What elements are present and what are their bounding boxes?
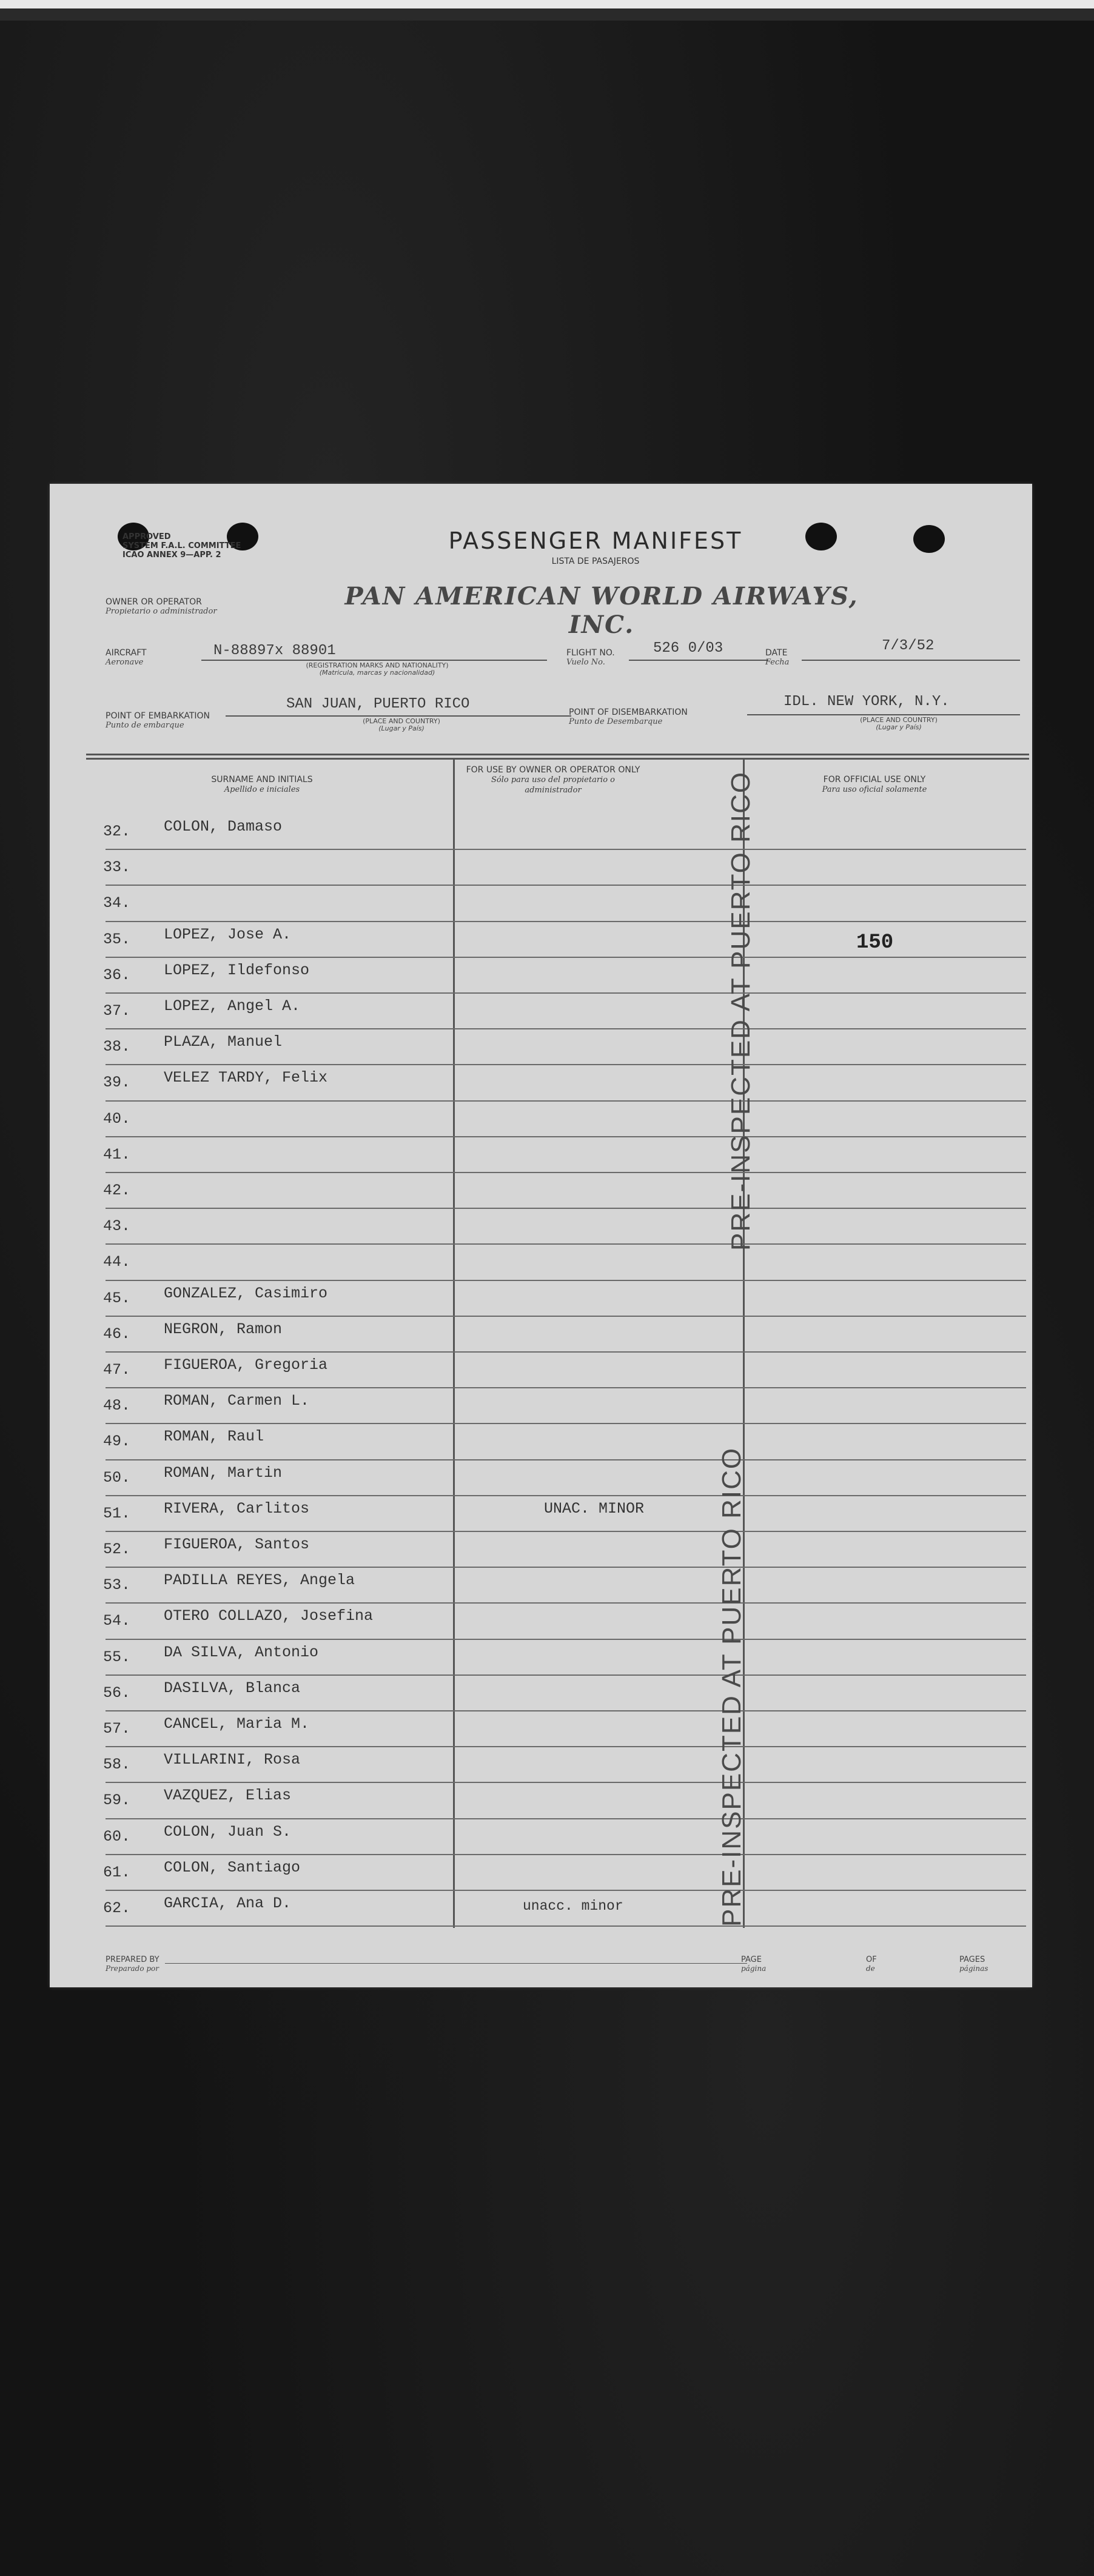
row-number: 42.: [103, 1182, 131, 1199]
passenger-name: ROMAN, Martin: [164, 1464, 283, 1482]
row-rule: [106, 1316, 1026, 1317]
row-rule: [106, 1710, 1026, 1711]
row-number: 51.: [103, 1504, 131, 1522]
row-rule: [106, 1423, 1026, 1424]
row-number: 53.: [103, 1576, 131, 1594]
passenger-name: CANCEL, Maria M.: [164, 1715, 310, 1733]
bottom-note: unacc. minor: [523, 1898, 623, 1914]
date-value: 7/3/52: [882, 638, 935, 654]
passenger-name: COLON, Santiago: [164, 1858, 301, 1876]
col-header-surname: SURNAME AND INITIALS Apellido e iniciales: [211, 775, 313, 794]
punch-hole-icon: [913, 525, 945, 553]
aircraft-value: N-88897x 88901: [213, 643, 336, 659]
row-number: 35.: [103, 930, 131, 948]
header-rule-top: [86, 754, 1029, 755]
row-rule: [106, 1746, 1026, 1747]
row-rule: [106, 1208, 1026, 1209]
punch-hole-icon: [805, 523, 837, 550]
row-rule: [106, 1351, 1026, 1353]
column-divider-1: [453, 758, 455, 1928]
approved-label: APPROVED: [122, 532, 171, 541]
passenger-name: VELEZ TARDY, Felix: [164, 1069, 328, 1087]
passenger-name: VAZQUEZ, Elias: [164, 1787, 292, 1805]
row-rule: [106, 1459, 1026, 1460]
approval-block: [122, 532, 241, 560]
owner-label: OWNER OR OPERATOR Propietario o administrador: [106, 597, 217, 616]
row-rule: [106, 1172, 1026, 1173]
prepared-by-label: PREPARED BY Preparado por: [106, 1955, 159, 1973]
disembarkation-underline: [747, 714, 1020, 715]
embarkation-underline: [226, 715, 571, 717]
official-number: 150: [856, 931, 894, 954]
passenger-name: GARCIA, Ana D.: [164, 1895, 292, 1912]
embarkation-label: POINT OF EMBARKATION Punto de embarque: [106, 711, 210, 730]
passenger-name: GONZALEZ, Casimiro: [164, 1284, 328, 1302]
date-label: DATE Fecha: [765, 648, 790, 667]
passenger-name: LOPEZ, Angel A.: [164, 997, 301, 1015]
row-rule: [106, 1567, 1026, 1568]
passenger-name: PLAZA, Manuel: [164, 1033, 283, 1051]
row-rule: [106, 1818, 1026, 1819]
row-rule: [106, 1243, 1026, 1245]
owner-note: UNAC. MINOR: [544, 1499, 645, 1517]
row-number: 57.: [103, 1720, 131, 1738]
flight-underline: [629, 660, 768, 661]
passenger-name: NEGRON, Ramon: [164, 1320, 283, 1338]
row-number: 47.: [103, 1361, 131, 1379]
row-number: 52.: [103, 1541, 131, 1558]
row-number: 38.: [103, 1038, 131, 1056]
row-rule: [106, 1925, 1026, 1927]
flight-label: FLIGHT NO. Vuelo No.: [566, 648, 615, 667]
row-number: 40.: [103, 1109, 131, 1128]
row-number: 60.: [103, 1827, 131, 1845]
row-rule: [106, 1387, 1026, 1388]
page-label: PAGE página: [741, 1955, 767, 1973]
disembarkation-value: IDL. NEW YORK, N.Y.: [784, 694, 950, 710]
committee-label: SYSTEM F.A.L. COMMITTEE: [122, 541, 241, 550]
row-rule: [106, 1100, 1026, 1102]
row-rule: [106, 1674, 1026, 1676]
preinspected-stamp: PRE-INSPECTED AT PUERTO RICO: [726, 771, 756, 1251]
disembarkation-place-caption: (PLACE AND COUNTRY) (Lugar y País): [860, 716, 938, 731]
passenger-name: LOPEZ, Jose A.: [164, 925, 292, 943]
col-header-official: FOR OFFICIAL USE ONLY Para uso oficial solamente: [822, 775, 927, 794]
prepared-underline: [165, 1963, 747, 1964]
passenger-name: DASILVA, Blanca: [164, 1679, 301, 1697]
row-number: 61.: [103, 1863, 131, 1881]
row-rule: [106, 992, 1026, 994]
company-name: PAN AMERICAN WORLD AIRWAYS, INC.: [344, 582, 859, 639]
row-rule: [106, 1782, 1026, 1783]
row-rule: [106, 1639, 1026, 1640]
pages-label: PAGES páginas: [959, 1955, 988, 1973]
aircraft-underline: [201, 660, 547, 661]
row-number: 45.: [103, 1289, 131, 1307]
row-number: 58.: [103, 1756, 131, 1774]
row-number: 41.: [103, 1145, 131, 1163]
film-edge: [0, 0, 1094, 21]
row-number: 55.: [103, 1648, 131, 1666]
row-number: 54.: [103, 1612, 131, 1630]
embarkation-value: SAN JUAN, PUERTO RICO: [286, 696, 470, 712]
row-number: 33.: [103, 858, 131, 877]
passenger-name: OTERO COLLAZO, Josefina: [164, 1607, 374, 1625]
row-number: 62.: [103, 1899, 131, 1917]
registration-caption: (REGISTRATION MARKS AND NATIONALITY) (Matricula, marcas y nacionalidad): [306, 661, 449, 677]
row-rule: [106, 1854, 1026, 1855]
page-title: PASSENGER MANIFEST: [448, 527, 743, 554]
row-rule: [106, 1495, 1026, 1496]
disembarkation-label: POINT OF DISEMBARKATION Punto de Desembarque: [569, 708, 688, 726]
row-rule: [106, 885, 1026, 886]
passenger-name: RIVERA, Carlitos: [164, 1499, 310, 1517]
row-rule: [106, 957, 1026, 958]
row-rule: [106, 1136, 1026, 1137]
passenger-name: VILLARINI, Rosa: [164, 1751, 301, 1769]
row-number: 44.: [103, 1253, 131, 1271]
passenger-name: ROMAN, Carmen L.: [164, 1392, 310, 1410]
passenger-name: DA SILVA, Antonio: [164, 1643, 319, 1661]
of-label: OF de: [866, 1955, 877, 1973]
icao-label: ICAO ANNEX 9—APP. 2: [122, 550, 221, 560]
passenger-name: COLON, Damaso: [164, 818, 283, 835]
page-subtitle: LISTA DE PASAJEROS: [551, 557, 640, 566]
row-number: 49.: [103, 1433, 131, 1451]
row-number: 39.: [103, 1074, 131, 1092]
row-number: 36.: [103, 966, 131, 984]
row-rule: [106, 1890, 1026, 1891]
row-number: 32.: [103, 823, 131, 840]
row-number: 50.: [103, 1468, 131, 1487]
row-rule: [106, 921, 1026, 922]
passenger-name: PADILLA REYES, Angela: [164, 1571, 355, 1590]
passenger-name: FIGUEROA, Santos: [164, 1536, 310, 1553]
header-rule-double: [86, 758, 1029, 760]
row-rule: [106, 1028, 1026, 1029]
preinspected-stamp: PRE-INSPECTED AT PUERTO RICO: [717, 1447, 747, 1927]
manifest-sheet: [50, 484, 1032, 1987]
passenger-name: ROMAN, Raul: [164, 1428, 264, 1446]
passenger-name: LOPEZ, Ildefonso: [164, 961, 310, 979]
row-rule: [106, 849, 1026, 850]
row-number: 43.: [103, 1217, 131, 1236]
passenger-name: COLON, Juan S.: [164, 1822, 292, 1841]
row-number: 48.: [103, 1397, 131, 1415]
col-header-owner-use: FOR USE BY OWNER OR OPERATOR ONLY Sólo para uso del propietario o administrador: [466, 765, 640, 795]
row-rule: [106, 1064, 1026, 1065]
row-number: 56.: [103, 1684, 131, 1702]
passenger-name: FIGUEROA, Gregoria: [164, 1356, 328, 1374]
row-rule: [106, 1280, 1026, 1281]
embarkation-place-caption: (PLACE AND COUNTRY) (Lugar y País): [363, 717, 440, 732]
row-number: 59.: [103, 1791, 131, 1810]
row-number: 46.: [103, 1325, 131, 1343]
row-number: 37.: [103, 1002, 131, 1020]
row-rule: [106, 1531, 1026, 1532]
row-rule: [106, 1602, 1026, 1604]
aircraft-label: AIRCRAFT Aeronave: [106, 648, 147, 667]
row-number: 34.: [103, 894, 131, 912]
flight-value: 526 0/03: [653, 640, 723, 657]
date-underline: [802, 660, 1020, 661]
